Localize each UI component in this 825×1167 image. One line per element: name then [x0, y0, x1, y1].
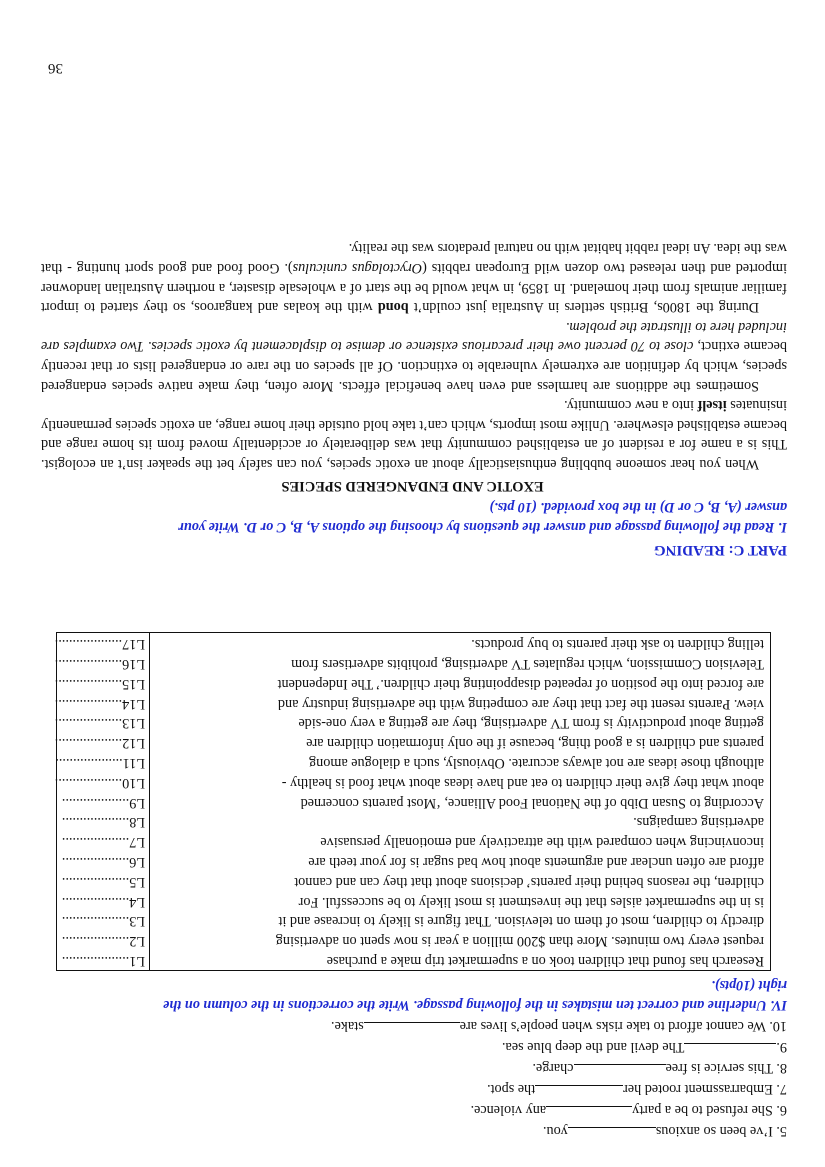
line-label: L8: [129, 814, 145, 831]
passage-line-text: parents and children is a good thing, because if the only information children are: [150, 732, 771, 752]
answer-dots: ...................: [55, 755, 123, 772]
passage-line-text: are forced into the position of repeated disappointing their children.’ The Independent: [150, 673, 771, 693]
answer-blank[interactable]: [684, 1043, 776, 1057]
fill-item-text: 9.: [776, 1039, 787, 1055]
fill-item-text: 10. We cannot afford to take risks when people’s lives are: [459, 1018, 787, 1034]
answer-blank[interactable]: [568, 1127, 656, 1141]
correction-cell[interactable]: [57, 851, 150, 871]
fill-item-text: 7. Embarrassment rooted her: [623, 1081, 787, 1097]
fill-item-text: The devil and the deep blue sea.: [501, 1039, 685, 1055]
passage-line-text: children, the reasons behind their parents’ decisions about that they can and cannot: [150, 871, 771, 891]
answer-dots: ...................: [54, 636, 123, 653]
error-correction-table: [56, 632, 771, 971]
table-row: [57, 772, 771, 792]
passage-line-text: afford are often unclear and arguments about how bad sugar is for your teeth are: [150, 851, 771, 871]
line-label: L4: [129, 893, 145, 910]
answer-blank[interactable]: [535, 1085, 623, 1099]
table-row: [57, 752, 771, 772]
correction-cell[interactable]: [57, 950, 150, 970]
paragraph-text: When you hear someone bubbling enthusiastically about an exotic species, you can safely bet the speaker isn’t an ecologist. This is a name for a resident of an established community that was deliberately or accidentally moved from its home range and became established elsewhere. Unlike most imports, which can’t take hold outside their home range, an exotic species permanently insinuates: [41, 397, 787, 472]
fill-item-6: [471, 1099, 787, 1120]
species-name: Oryctolagus cuniculus: [292, 260, 423, 277]
answer-blank[interactable]: [364, 1022, 460, 1036]
paragraph-text: During the 1800s, British settlers in Australia just couldn’t: [413, 299, 759, 316]
fill-item-text: stake.: [330, 1018, 364, 1034]
passage-line-text: getting about productivity is from TV advertising, they are getting a very one-side: [150, 713, 771, 733]
passage-line-text: about what they give their children to eat and have ideas about what food is healthy -: [150, 772, 771, 792]
line-label: L12: [122, 735, 145, 752]
answer-dots: ...................: [54, 715, 123, 732]
fill-item-9: [502, 1036, 787, 1057]
correction-cell[interactable]: [57, 812, 150, 832]
table-row: [57, 673, 771, 693]
correction-cell[interactable]: [57, 871, 150, 891]
instruction-line: I. Read the following passage and answer the questions by choosing the options A, B, C or D. Write your: [178, 519, 787, 535]
fill-item-7: [487, 1078, 787, 1099]
paragraph-1: [41, 395, 787, 473]
line-label: L2: [129, 933, 145, 950]
table-row: [57, 930, 771, 950]
instruction-line: right (10pts).: [711, 977, 787, 994]
italic-phrase: close to 70 percent owe their precarious existence or demise to displacement by exotic species: [151, 338, 694, 355]
correction-cell[interactable]: [54, 693, 150, 713]
answer-dots: ...................: [54, 695, 123, 712]
fill-item-8: [532, 1057, 787, 1078]
passage-line-text: Research has found that children took on a supermarket trip make a purchase: [150, 950, 771, 970]
line-label: L16: [122, 656, 145, 673]
paragraph-text: . Two examples are included here to illustrate the problem.: [40, 318, 787, 355]
table-row: [57, 812, 771, 832]
table-row: [57, 653, 771, 673]
fill-item-10: [331, 1015, 787, 1036]
answer-dots: ...................: [61, 953, 130, 969]
answer-blank[interactable]: [574, 1064, 666, 1078]
answer-blank[interactable]: [546, 1106, 632, 1120]
passage-line-text: According to Susan Dibb of the National Food Alliance, ‘Most parents concerned: [150, 792, 771, 812]
passage-line-text: telling children to ask their parents to buy products.: [150, 633, 771, 653]
passage-title: EXOTIC AND ENDANGERED SPECIES: [281, 478, 544, 494]
page-number: 36: [48, 60, 63, 76]
highlighted-word: bond: [377, 299, 409, 316]
answer-dots: ...................: [54, 735, 123, 752]
section-iv-instruction: [163, 975, 787, 1014]
line-label: L17: [122, 636, 145, 653]
paragraph-text: Sometimes the additions are harmless and even have beneficial effects. More often, they make native species endangered species, which by definition are extremely vulnerable to extinction. Of all species on the rare or endangered lists or that recently became extinct,: [41, 338, 787, 394]
line-label: L7: [129, 834, 145, 851]
answer-dots: ...................: [54, 675, 123, 692]
correction-cell[interactable]: [57, 930, 150, 950]
line-label: L11: [122, 755, 145, 772]
passage-line-text: request every two minutes. More than $200 million a year is now spent on advertising: [150, 930, 771, 950]
answer-dots: ...................: [61, 893, 130, 910]
fill-item-text: any violence.: [470, 1102, 547, 1118]
fill-item-text: 8. This service is free: [665, 1060, 787, 1076]
line-label: L9: [129, 794, 145, 811]
correction-cell[interactable]: [54, 713, 150, 733]
answer-dots: ...................: [61, 913, 130, 930]
correction-cell[interactable]: [54, 732, 150, 752]
passage-line-text: view. Parents resent the fact that they are competing with the advertising industry and: [150, 693, 771, 713]
answer-dots: ...................: [61, 873, 130, 890]
line-label: L5: [129, 873, 145, 890]
line-label: L14: [122, 695, 145, 712]
correction-cell[interactable]: [57, 831, 150, 851]
table-row: [57, 831, 771, 851]
table-row: [57, 693, 771, 713]
table-row: [57, 950, 771, 970]
answer-dots: ...................: [54, 774, 123, 791]
passage-line-text: directly to children, most of them on television. That figure is likely to increase and it: [150, 911, 771, 931]
line-label: L1: [129, 953, 145, 969]
fill-item-text: the spot.: [487, 1081, 536, 1097]
answer-dots: ...................: [61, 834, 130, 851]
table-row: [57, 713, 771, 733]
passage-body: [41, 238, 787, 473]
correction-cell[interactable]: [54, 772, 150, 792]
instruction-line: IV. Underline and correct ten mistakes in the following passage. Write the corrections in the column on the: [163, 997, 787, 1013]
paragraph-3: [41, 238, 787, 316]
paragraph-text: into a new community.: [564, 397, 694, 414]
fill-item-5: [543, 1120, 787, 1141]
correction-cell[interactable]: [54, 653, 150, 673]
passage-line-text: Television Commission, which regulates TV advertising, prohibits advertisers from: [150, 653, 771, 673]
fill-item-text: charge.: [532, 1060, 574, 1076]
passage-line-text: is in the supermarket aisles that the investment is most likely to be successful. For: [150, 891, 771, 911]
answer-dots: ...................: [61, 794, 130, 811]
line-label: L13: [122, 715, 145, 732]
paragraph-text: ). Good food and good sport hunting - that was the idea. An ideal rabbit habitat with no natural predators was the reality.: [40, 240, 787, 277]
table-row: [57, 633, 771, 653]
correction-cell[interactable]: [57, 752, 150, 772]
correction-cell[interactable]: [57, 911, 150, 931]
fill-item-text: you.: [542, 1123, 568, 1139]
paragraph-text: with the koalas and kangaroos, so they started to import familiar animals from their homeland. In 1859, in what would be the start of a wholesale disaster, a northern Australian landowner imported and then released two dozen wild European rabbits (: [40, 260, 787, 316]
line-label: L15: [122, 675, 145, 692]
fill-item-text: 5. I’ve been so anxious: [655, 1123, 787, 1139]
passage-line-text: advertising campaigns.: [150, 812, 771, 832]
table-row: [57, 851, 771, 871]
part-c-instruction: [178, 497, 787, 536]
correction-cell[interactable]: [57, 792, 150, 812]
fill-item-text: 6. She refused to be a party: [632, 1102, 787, 1118]
line-label: L6: [129, 854, 145, 871]
paragraph-2: [41, 316, 787, 394]
table-row: [57, 891, 771, 911]
highlighted-word: itself: [697, 397, 727, 414]
correction-cell[interactable]: [54, 633, 150, 653]
answer-dots: ...................: [54, 656, 123, 673]
table-row: [57, 732, 771, 752]
answer-dots: ...................: [61, 814, 130, 831]
line-label: L3: [129, 913, 145, 930]
table-row: [57, 871, 771, 891]
line-label: L10: [122, 774, 145, 791]
answer-dots: ...................: [61, 854, 130, 871]
instruction-line: answer (A, B, C or D) in the box provided. (10 pts.): [489, 499, 787, 516]
part-c-title: PART C: READING: [653, 542, 787, 558]
correction-cell[interactable]: [57, 891, 150, 911]
correction-cell[interactable]: [54, 673, 150, 693]
answer-dots: ...................: [61, 933, 130, 950]
passage-line-text: although those ideas are not always accurate. Obviously, such a dialogue among: [150, 752, 771, 772]
table-row: [57, 911, 771, 931]
table-row: [57, 792, 771, 812]
passage-line-text: inconvincing when compared with the attractively and emotionally persuasive: [150, 831, 771, 851]
